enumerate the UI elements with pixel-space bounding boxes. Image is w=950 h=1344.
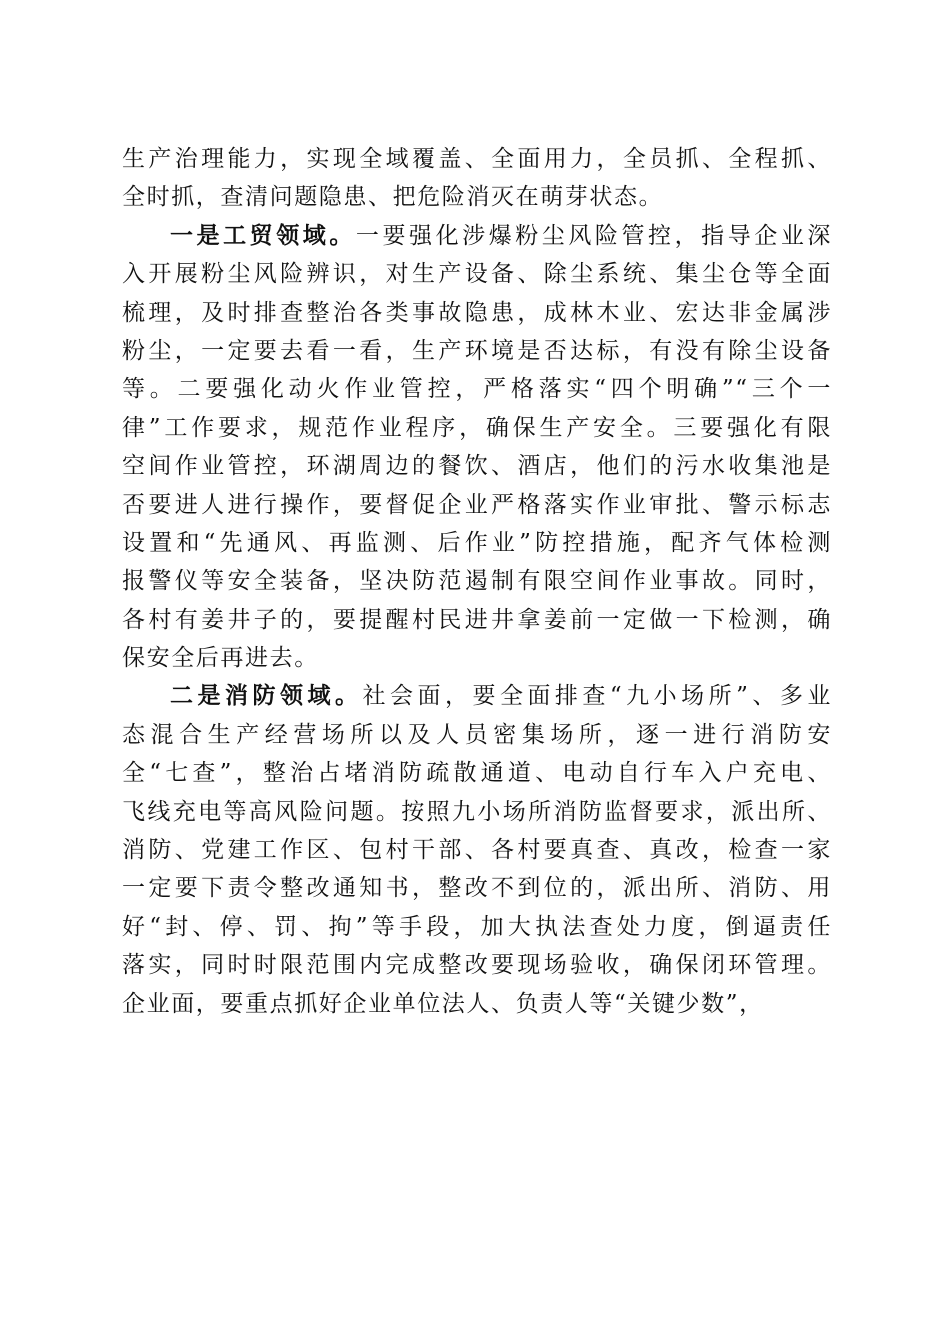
text-line: 入开展粉尘风险辨识，对生产设备、除尘系统、集尘仓等全面 bbox=[122, 261, 832, 288]
text-line: 空间作业管控，环湖周边的餐饮、酒店，他们的污水收集池是 bbox=[122, 453, 832, 480]
text-line: 梳理，及时排查整治各类事故隐患，成林木业、宏达非金属涉 bbox=[122, 299, 832, 326]
text-span: 社会面，要全面排查“九小场所”、多业 bbox=[362, 683, 832, 710]
paragraph-first-line bbox=[122, 217, 832, 255]
text-line: 粉尘，一定要去看一看，生产环境是否达标，有没有除尘设备 bbox=[122, 337, 832, 364]
text-line: 好“封、停、罚、拘”等手段，加大执法查处力度，倒逼责任 bbox=[122, 913, 832, 940]
text-line: 设置和“先通风、再监测、后作业”防控措施，配齐气体检测 bbox=[122, 529, 832, 556]
section-lead-heading: 一是工贸领域。 bbox=[170, 221, 356, 249]
section-lead-heading: 二是消防领域。 bbox=[170, 682, 363, 710]
text-line: 全“七查”，整治占堵消防疏散通道、电动自行车入户充电、 bbox=[122, 760, 832, 787]
text-line: 态混合生产经营场所以及人员密集场所，逐一进行消防安 bbox=[122, 721, 832, 748]
text-span: 一要强化涉爆粉尘风险管控，指导企业深 bbox=[355, 222, 832, 249]
document-page bbox=[122, 140, 832, 1023]
text-line: 否要进人进行操作，要督促企业严格落实作业审批、警示标志 bbox=[122, 491, 832, 518]
text-line: 保安全后再进去。 bbox=[122, 645, 319, 672]
text-line: 等。二要强化动火作业管控，严格落实“四个明确”“三个一 bbox=[122, 376, 832, 403]
text-line: 各村有姜井子的，要提醒村民进井拿姜前一定做一下检测，确 bbox=[122, 606, 832, 633]
text-line: 一定要下责令整改通知书，整改不到位的，派出所、消防、用 bbox=[122, 875, 832, 902]
text-line: 报警仪等安全装备，坚决防范遏制有限空间作业事故。同时， bbox=[122, 568, 832, 595]
text-line: 企业面，要重点抓好企业单位法人、负责人等“关键少数”， bbox=[122, 990, 764, 1017]
text-line: 生产治理能力，实现全域覆盖、全面用力，全员抓、全程抓、 bbox=[122, 146, 832, 172]
text-line: 律”工作要求，规范作业程序，确保生产安全。三要强化有限 bbox=[122, 414, 832, 441]
text-line: 飞线充电等高风险问题。按照九小场所消防监督要求，派出所、 bbox=[122, 798, 832, 825]
paragraph-first-line bbox=[122, 677, 832, 715]
text-line: 全时抓，查清问题隐患、把危险消灭在萌芽状态。 bbox=[122, 184, 664, 211]
text-line: 落实，同时时限范围内完成整改要现场验收，确保闭环管理。 bbox=[122, 952, 832, 979]
text-line: 消防、党建工作区、包村干部、各村要真查、真改，检查一家 bbox=[122, 837, 832, 864]
